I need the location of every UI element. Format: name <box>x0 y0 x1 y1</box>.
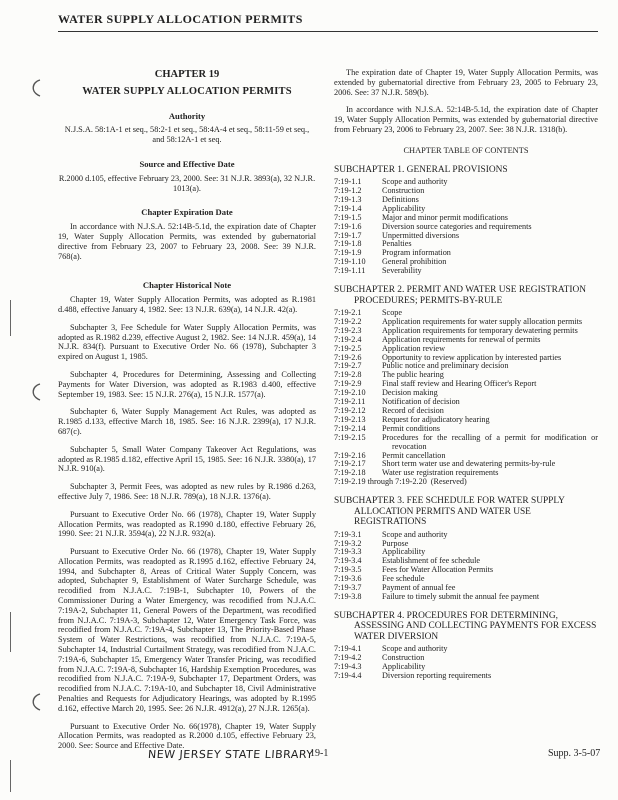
toc-entry-number: 7:19-2.19 through 7:19-2.20 <box>334 477 427 487</box>
expiration-heading: Chapter Expiration Date <box>141 207 233 218</box>
toc-entry-number: 7:19-1.1 <box>334 177 362 187</box>
toc-entry-number: 7:19-3.4 <box>334 556 362 566</box>
history-paragraph: Subchapter 3, Permit Fees, was adopted as new rules by R.1986 d.263, effective July 7, 1986. See: 18 N.J.R. 789(a), 18 N.J.R. 1376(a). <box>58 482 316 501</box>
toc-entry <box>334 540 598 549</box>
toc-entry <box>334 645 598 654</box>
toc-entry <box>334 531 598 540</box>
toc-entry-title: Construction <box>382 653 425 663</box>
toc-entry-number: 7:19-1.11 <box>334 266 366 276</box>
toc-entry-title: Severability <box>382 266 422 276</box>
library-stamp: NEW JERSEY STATE LIBRARY <box>147 748 314 761</box>
toc-entry <box>334 249 598 258</box>
toc-entry-number: 7:19-2.17 <box>334 459 366 469</box>
toc-entry-title: Diversion reporting requirements <box>382 671 492 681</box>
toc-entry-number: 7:19-1.9 <box>334 248 362 258</box>
toc-entry-title: Scope <box>382 308 403 318</box>
toc-entry-number: 7:19-3.1 <box>334 529 362 539</box>
toc-entry-number: 7:19-3.2 <box>334 538 362 548</box>
supplement-date: Supp. 3-5-07 <box>548 748 601 759</box>
toc-entry-title: Fees for Water Allocation Permits <box>382 565 494 575</box>
chapter-title: WATER SUPPLY ALLOCATION PERMITS <box>82 85 292 97</box>
toc-entry-number: 7:19-2.9 <box>334 379 362 389</box>
toc-entry-number: 7:19-3.7 <box>334 583 362 593</box>
toc-entry <box>334 258 598 267</box>
authority-heading: Authority <box>168 110 206 121</box>
toc-entry <box>334 593 598 602</box>
toc-entry <box>334 434 598 452</box>
toc-entry-number: 7:19-3.3 <box>334 547 362 557</box>
toc-entry-number: 7:19-3.8 <box>334 592 362 602</box>
toc-entry <box>334 267 598 276</box>
source-text: R.2000 d.105, effective February 23, 2000. See: 31 N.J.R. 3893(a), 32 N.J.R. 1013(a). <box>58 173 316 193</box>
toc-entry-title: Applicability <box>382 662 426 672</box>
toc-entry <box>334 389 598 398</box>
toc-entry <box>334 187 598 196</box>
toc-entry <box>334 362 598 371</box>
toc-entry <box>334 240 598 249</box>
toc-entry-title: Notification of decision <box>382 397 460 407</box>
toc-entry-title: Application requirements for temporary dewatering permits <box>382 325 578 335</box>
toc-entry-title: Application requirements for renewal of permits <box>382 334 541 344</box>
toc-entry <box>334 196 598 205</box>
intro-paragraph: The expiration date of Chapter 19, Water Supply Allocation Permits, was extended by gubernatorial directive from February 23, 2005 to February 23, 2006. See: 37 N.J.R. 589(b). <box>334 68 598 97</box>
toc-entry-title: Failure to timely submit the annual fee payment <box>382 592 540 602</box>
toc-entry-title: Opportunity to review application by interested parties <box>382 352 562 362</box>
toc-entry-title: Procedures for the recalling of a permit for modification or revocation <box>382 432 598 451</box>
toc-entry-number: 7:19-1.5 <box>334 212 362 222</box>
toc-entry-number: 7:19-2.15 <box>334 432 366 442</box>
toc-entry-number: 7:19-2.14 <box>334 423 366 433</box>
authority-text: N.J.S.A. 58:1A-1 et seq., 58:2-1 et seq., 58:4A-4 et seq., 58:11-59 et seq., and 58:12A-1 et seq. <box>64 125 310 145</box>
binder-hole-mark <box>26 692 44 712</box>
toc-entry-number: 7:19-1.7 <box>334 230 362 240</box>
toc-entry-number: 7:19-1.8 <box>334 239 362 249</box>
toc-entry-title: Program information <box>382 248 451 258</box>
toc-entry-number: 7:19-2.1 <box>334 308 362 318</box>
history-paragraphs <box>58 295 316 751</box>
toc-heading: CHAPTER TABLE OF CONTENTS <box>403 145 529 155</box>
toc-entry-title: Definitions <box>382 194 419 204</box>
toc-entry-title: Purpose <box>382 538 409 548</box>
toc-entry-title: General prohibition <box>382 257 447 267</box>
history-paragraph: Chapter 19, Water Supply Allocation Permits, was adopted as R.1981 d.488, effective January 4, 1982. See: 13 N.J.R. 639(a), 14 N.J.R. 42(a). <box>58 295 316 314</box>
toc-entry-title: Water use registration requirements <box>382 468 499 478</box>
toc-entry <box>334 232 598 241</box>
toc-entry-number: 7:19-2.8 <box>334 370 362 380</box>
toc-entry-title: Applicability <box>382 547 426 557</box>
subchapter-heading: SUBCHAPTER 4. PROCEDURES FOR DETERMINING, ASSESSING AND COLLECTING PAYMENTS FOR EXCESS WATER DIVERSION <box>334 610 597 642</box>
toc-entry-number: 7:19-1.10 <box>334 257 366 267</box>
toc-entry-title: Application review <box>382 343 445 353</box>
chapter-number: CHAPTER 19 <box>154 69 220 80</box>
history-paragraph: Subchapter 4, Procedures for Determining, Assessing and Collecting Payments for Water Diversion, was adopted as R.1983 d.400, effective September 19, 1983. See: 15 N.J.R. 276(a), 15 N.J.R. 1577(a). <box>58 369 316 399</box>
page-number: 19-1 <box>310 748 329 759</box>
toc-entry <box>334 223 598 232</box>
toc-entry <box>334 478 598 487</box>
toc-entry-title: Payment of annual fee <box>382 583 456 593</box>
history-paragraph: Subchapter 5, Small Water Company Takeover Act Regulations, was adopted as R.1985 d.182, effective April 15, 1985. See: 16 N.J.R. 3380(a), 17 N.J.R. 910(a). <box>58 444 316 474</box>
history-paragraph: Subchapter 6, Water Supply Management Act Rules, was adopted as R.1985 d.133, effective March 18, 1985. See: 16 N.J.R. 2399(a), 17 N.J.R. 687(c). <box>58 407 316 436</box>
margin-mark <box>10 612 11 652</box>
table-of-contents <box>334 165 598 681</box>
intro-paragraph: In accordance with N.J.S.A. 52:14B-5.1d, the expiration date of Chapter 19, Water Supply Allocation Permits, was extended by gubernatorial directive from February 23, 2006 to February 23, 2007. See: 38 N.J.R. 1318(b). <box>334 105 598 134</box>
toc-entry-number: 7:19-2.7 <box>334 361 362 371</box>
toc-entry <box>334 416 598 425</box>
toc-entry-title: Fee schedule <box>382 574 425 584</box>
toc-entry <box>334 672 598 681</box>
toc-entry-title: Applicability <box>382 203 426 213</box>
toc-entry-title: Short term water use and dewatering permits-by-rule <box>382 459 556 469</box>
toc-entry-number: 7:19-2.10 <box>334 388 366 398</box>
toc-entry-title: Major and minor permit modifications <box>382 212 508 222</box>
toc-entry-title: The public hearing <box>382 370 444 380</box>
expiration-text: In accordance with N.J.S.A. 52:14B-5.1d, the expiration date of Chapter 19, Water Supply Allocation Permits, was extended by gubernatorial directive from February 23, 2007 to February 23, 2008. See: 39 N.J.R. 768(a). <box>58 222 316 261</box>
left-column <box>58 68 316 759</box>
toc-entry-title: Scope and authority <box>382 644 448 654</box>
toc-entry-number: 7:19-1.6 <box>334 221 362 231</box>
toc-entry-title: Decision making <box>382 388 438 398</box>
toc-entry-title: Scope and authority <box>382 177 448 187</box>
toc-entry-number: 7:19-2.5 <box>334 343 362 353</box>
toc-entry-title: Final staff review and Hearing Officer's Report <box>382 379 537 389</box>
subchapter-heading: SUBCHAPTER 2. PERMIT AND WATER USE REGISTRATION PROCEDURES; PERMITS-BY-RULE <box>334 285 587 306</box>
toc-entry-number: 7:19-2.6 <box>334 352 362 362</box>
history-paragraph: Pursuant to Executive Order No. 66 (1978), Chapter 19, Water Supply Allocation Permits, was readopted as R.1990 d.180, effective February 26, 1990. See: 21 N.J.R. 3594(a), 22 N.J.R. 932(a). <box>58 509 316 539</box>
history-paragraph: Pursuant to Executive Order No. 66 (1978), Chapter 19, Water Supply Allocation Permits, was readopted as R.1995 d.162, effective February 24, 1994, and Subchapter 8, Areas of Critical Water Supply Concern, was adopted, Subchapter 9, Establishment of Water Surcharge Schedule, was recodified from N.J.A.C. 7:19B-1, Subchapter 10, Powers of the Commissioner During a Water Emergency, was recodified from N.J.A.C. 7:19A-2, Subchapter 11, General Powers of the Department, was recodified from N.J.A.C. 7:19A-3, Subchapter 12, Water Emergency Task Force, was recodified from N.J.A.C. 7:19A-4, Subchapter 13, The Priority-Based Phase System of Water Restrictions, was recodified from N.J.A.C. 7:19A-5, Subchapter 14, Industrial Curtailment Strategy, was recodified from N.J.A.C. 7:19A-6, Subchapter 15, Emergency Water Transfer Pricing, was recodified from N.J.A.C. 7:19A-8, Subchapter 16, Hardship Exemption Procedures, was recodified from N.J.A.C. 7:19A-9, Subchapter 17, Department Orders, was recodified from N.J.A.C. 7:19A-10, and Subchapter 18, Civil Administrative Penalties and Requests for Adjudicatory Hearings, was adopted by R.1995 d.162, effective March 20, 1995. See: 26 N.J.R. 4912(a), 27 N.J.R. 1265(a). <box>58 547 316 713</box>
toc-entry-title: Scope and authority <box>382 529 448 539</box>
history-paragraph: Pursuant to Executive Order No. 66(1978), Chapter 19, Water Supply Allocation Permits, was readopted as R.2000 d.105, effective February 23, 2000. See: Source and Effective Date. <box>58 721 316 751</box>
right-column <box>334 68 598 681</box>
toc-entry-number: 7:19-2.11 <box>334 397 366 407</box>
toc-entry-number: 7:19-1.2 <box>334 185 362 195</box>
binder-hole-mark <box>26 382 44 402</box>
toc-entry-title: Construction <box>382 185 425 195</box>
toc-entry-number: 7:19-3.5 <box>334 565 362 575</box>
history-paragraph: Subchapter 3, Fee Schedule for Water Supply Allocation Permits, was adopted as R.1982 d.239, effective August 2, 1982. See: 14 N.J.R. 459(a), 14 N.J.R. 834(f). Pursuant to Executive Order No. 66 (1978), Subchapter 3 expired on August 1, 1985. <box>58 322 316 362</box>
toc-entry-title: Permit cancellation <box>382 450 446 460</box>
toc-entry <box>334 336 598 345</box>
toc-entry-title: Request for adjudicatory hearing <box>382 414 490 424</box>
toc-entry-title: Record of decision <box>382 406 444 416</box>
toc-entry <box>334 575 598 584</box>
toc-entry-number: 7:19-2.3 <box>334 325 362 335</box>
history-heading: Chapter Historical Note <box>142 280 232 291</box>
toc-entry-title: (Reserved) <box>430 477 467 487</box>
toc-entry-number: 7:19-2.2 <box>334 316 362 326</box>
toc-entry-number: 7:19-2.18 <box>334 468 366 478</box>
toc-entry-number: 7:19-4.3 <box>334 662 362 672</box>
toc-entry-title: Establishment of fee schedule <box>382 556 480 566</box>
toc-entry <box>334 380 598 389</box>
toc-entry <box>334 398 598 407</box>
toc-entry-number: 7:19-2.13 <box>334 414 366 424</box>
toc-entry-number: 7:19-2.12 <box>334 406 366 416</box>
toc-entry-number: 7:19-2.16 <box>334 450 366 460</box>
toc-entry-number: 7:19-1.3 <box>334 194 362 204</box>
toc-entry-title: Unpermitted diversions <box>382 230 460 240</box>
margin-mark <box>10 300 11 336</box>
toc-entry-title: Permit conditions <box>382 423 440 433</box>
toc-entry <box>334 654 598 663</box>
toc-entry-number: 7:19-2.4 <box>334 334 362 344</box>
toc-entry-number: 7:19-3.6 <box>334 574 362 584</box>
header-rule <box>58 31 598 32</box>
toc-entry-title: Penalties <box>382 239 412 249</box>
running-head: WATER SUPPLY ALLOCATION PERMITS <box>58 12 303 26</box>
toc-entry-number: 7:19-4.4 <box>334 671 362 681</box>
toc-entry-title: Public notice and preliminary decision <box>382 361 509 371</box>
toc-entry <box>334 178 598 187</box>
source-heading: Source and Effective Date <box>139 158 235 169</box>
toc-entry <box>334 566 598 575</box>
toc-entry-title: Diversion source categories and requirements <box>382 221 532 231</box>
binder-hole-mark <box>26 78 44 98</box>
toc-entry-number: 7:19-4.1 <box>334 644 362 654</box>
subchapter-heading: SUBCHAPTER 1. GENERAL PROVISIONS <box>334 164 508 175</box>
toc-entry-number: 7:19-4.2 <box>334 653 362 663</box>
subchapter-heading: SUBCHAPTER 3. FEE SCHEDULE FOR WATER SUPPLY ALLOCATION PERMITS AND WATER USE REGISTRATIONS <box>334 496 565 528</box>
toc-entry-title: Application requirements for water supply allocation permits <box>382 316 583 326</box>
margin-mark <box>10 760 11 792</box>
toc-entry-number: 7:19-1.4 <box>334 203 362 213</box>
